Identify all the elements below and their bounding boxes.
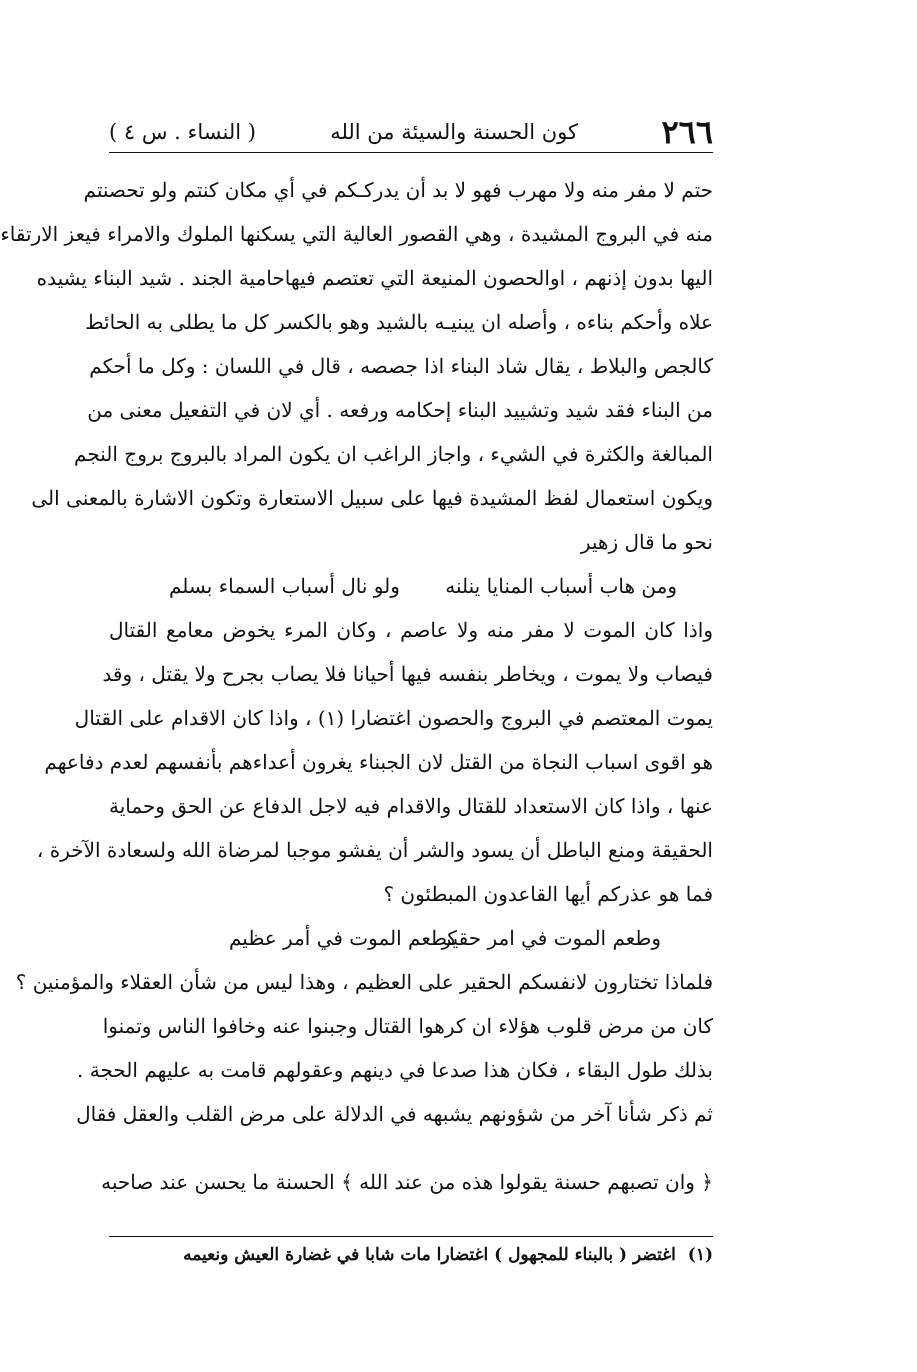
text-line: هو اقوى اسباب النجاة من القتل لان الجبناء يغرون أعداءهم بأنفسهم لعدم دفاعهم [44,750,713,774]
text-line: فيصاب ولا يموت ، ويخاطر بنفسه فيها أحيانا فلا يصاب بجرح ولا يقتل ، وقد [102,662,713,686]
text-line: منه في البروج المشيدة ، وهي القصور العالية التي يسكنها الملوك والامراء فيعز الارتقاء [0,222,713,246]
poetry-verse [109,564,713,608]
text-line: فما هو عذركم أيها القاعدون المبطئون ؟ [383,882,713,906]
text-line: بذلك طول البقاء ، فكان هذا صدعا في دينهم وعقولهم قامت به عليهم الحجة . [77,1058,713,1082]
poetry-verse [109,916,713,960]
paragraph-spacer [109,1136,713,1160]
verse-hemistich-second: ولو نال أسباب السماء بسلم [169,574,400,598]
text-line: اليها بدون إذنهم ، اوالحصون المنيعة التي تعتصم فيهاحامية الجند . شيد البناء يشيده [36,266,713,290]
verse-hemistich-first: وطعم الموت في امر حقير [441,926,661,950]
footnote-rule [109,1236,713,1237]
surah-reference: ( النساء . س ٤ ) [109,120,256,144]
text-line: فلماذا تختارون لانفسكم الحقير على العظيم ، وهذا ليس من شأن العقلاء والمؤمنين ؟ [15,970,713,994]
running-title: كون الحسنة والسيئة من الله [330,120,578,144]
text-line: يموت المعتصم في البروج والحصون اغتضارا (١) ، واذا كان الاقدام على القتال [74,706,713,730]
text-line: واذا كان الموت لا مفر منه ولا عاصم ، وكان المرء يخوض معامع القتال [109,618,713,642]
text-line: كالجص والبلاط ، يقال شاد البناء اذا جصصه ، قال في اللسان : وكل ما أحكم [89,354,713,378]
text-line: نحو ما قال زهير [580,530,713,554]
header-rule [109,152,713,153]
text-line: كان من مرض قلوب هؤلاء ان كرهوا القتال وجبنوا عنه وخافوا الناس وتمنوا [102,1014,713,1038]
footnote-text: اغتضر ( بالبناء للمجهول ) اغتضارا مات شابا في غضارة العيش ونعيمه [183,1245,676,1265]
verse-hemistich-second: كطعم الموت في أمر عظيم [229,926,457,950]
page-header [109,110,713,154]
text-line: علاه وأحكم بناءه ، وأصله ان يبنيـه بالشيد وهو بالكسر كل ما يطلى به الحائط [85,310,713,334]
body-text [0,168,713,1204]
text-line: الحقيقة ومنع الباطل أن يسود والشر أن يفشو موجبا لمرضاة الله ولسعادة الآخرة ، [36,838,713,862]
text-line: ويكون استعمال لفظ المشيدة فيها على سبيل الاستعارة وتكون الاشارة بالمعنى الى [31,486,713,510]
verse-hemistich-first: ومن هاب أسباب المنايا ينلنه [445,574,677,598]
page-number: ٢٦٦ [661,113,713,151]
quran-verse-line: ﴿ وان تصبهم حسنة يقولوا هذه من عند الله ﴾ الحسنة ما يحسن عند صاحبه [101,1170,713,1194]
text-line: حتم لا مفر منه ولا مهرب فهو لا بد أن يدركـكم في أي مكان كنتم ولو تحصنتم [83,178,713,202]
text-line: المبالغة والكثرة في الشيء ، واجاز الراغب ان يكون المراد بالبروج بروج النجم [74,442,713,466]
footnote-marker: (١) [687,1245,713,1265]
footnote [109,1240,717,1270]
text-line: من البناء فقد شيد وتشييد البناء إحكامه ورفعه . أي لان في التفعيل معنى من [87,398,713,422]
text-line: ثم ذكر شأنا آخر من شؤونهم يشبهه في الدلالة على مرض القلب والعقل فقال [76,1102,713,1126]
text-line: عنها ، واذا كان الاستعداد للقتال والاقدام فيه لاجل الدفاع عن الحق وحماية [109,794,713,818]
